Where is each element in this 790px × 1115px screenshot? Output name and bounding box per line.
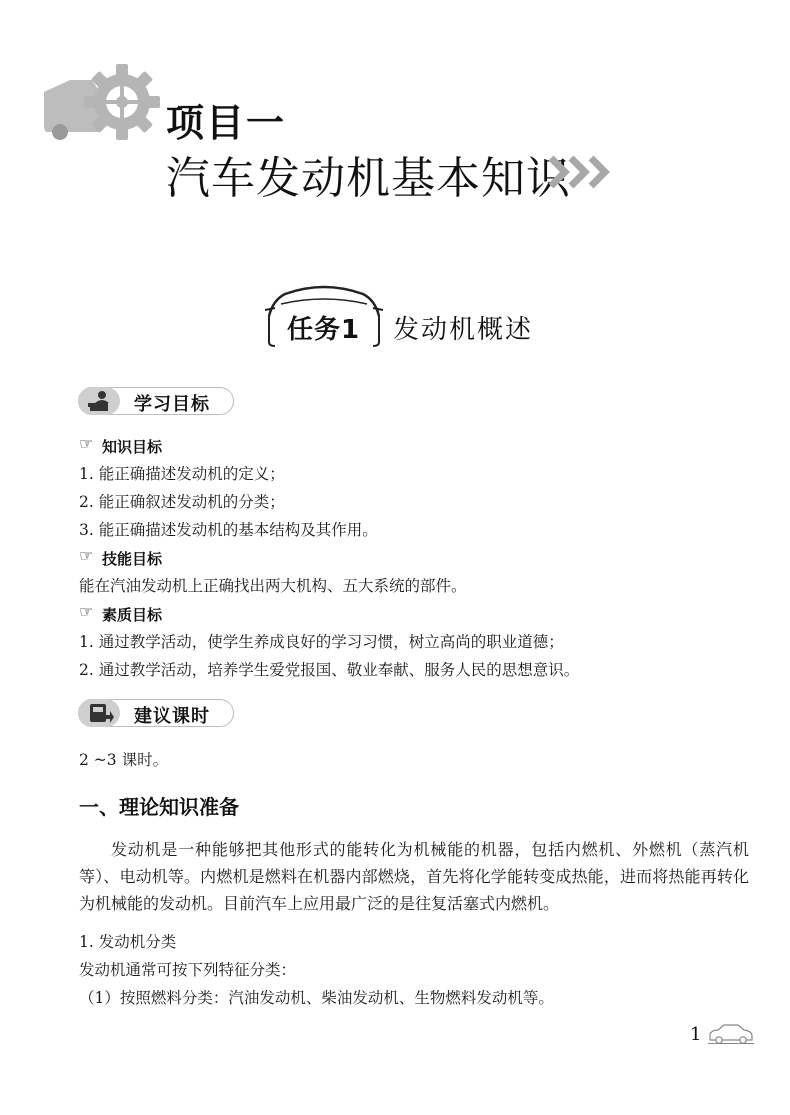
hours-heading: 建议课时 bbox=[134, 706, 210, 727]
hours-value: 2 ~3 课时。 bbox=[79, 751, 169, 769]
task-title: 发动机概述 bbox=[393, 315, 534, 345]
knowledge-heading: 知识目标 bbox=[102, 438, 163, 456]
sub-section-title: 1. 发动机分类 bbox=[79, 933, 177, 951]
car-outline-icon bbox=[708, 1022, 754, 1046]
gear-icon bbox=[40, 62, 160, 142]
knowledge-item: 3. 能正确描述发动机的基本结构及其作用。 bbox=[79, 521, 378, 539]
task-label: 任务1 bbox=[287, 315, 361, 345]
section-title: 一、理论知识准备 bbox=[79, 795, 239, 819]
knowledge-item: 1. 能正确描述发动机的定义； bbox=[79, 465, 285, 483]
student-books-icon bbox=[78, 387, 120, 415]
chevron-right-icon bbox=[545, 152, 615, 192]
quality-heading: 素质目标 bbox=[102, 606, 163, 624]
skill-item: 能在汽油发动机上正确找出两大机构、五大系统的部件。 bbox=[79, 577, 467, 595]
quality-item: 2. 通过教学活动，培养学生爱党报国、敬业奉献、服务人民的思想意识。 bbox=[79, 661, 580, 679]
pointing-hand-icon: ☞ bbox=[79, 602, 94, 621]
schedule-icon bbox=[78, 699, 120, 727]
body-paragraph: 发动机是一种能够把其他形式的能转化为机械能的机器，包括内燃机、外燃机（蒸汽机等）、电动机等。内燃机是燃料在机器内部燃烧，首先将化学能转变成热能，进而将热能再转化为机械能的发动机。目前汽车上应用最广泛的是往复活塞式内燃机。 bbox=[79, 840, 749, 913]
pointing-hand-icon: ☞ bbox=[79, 434, 94, 453]
project-title: 汽车发动机基本知识 bbox=[166, 153, 571, 204]
body-line: （1）按照燃料分类：汽油发动机、柴油发动机、生物燃料发动机等。 bbox=[79, 989, 554, 1007]
goals-heading: 学习目标 bbox=[134, 394, 210, 415]
quality-item: 1. 通过教学活动，使学生养成良好的学习习惯，树立高尚的职业道德； bbox=[79, 633, 564, 651]
project-label: 项目一 bbox=[166, 101, 287, 145]
body-line: 发动机通常可按下列特征分类： bbox=[79, 961, 297, 979]
skill-heading: 技能目标 bbox=[102, 550, 163, 568]
pointing-hand-icon: ☞ bbox=[79, 546, 94, 565]
page-number: 1 bbox=[690, 1024, 702, 1045]
knowledge-item: 2. 能正确叙述发动机的分类； bbox=[79, 493, 285, 511]
